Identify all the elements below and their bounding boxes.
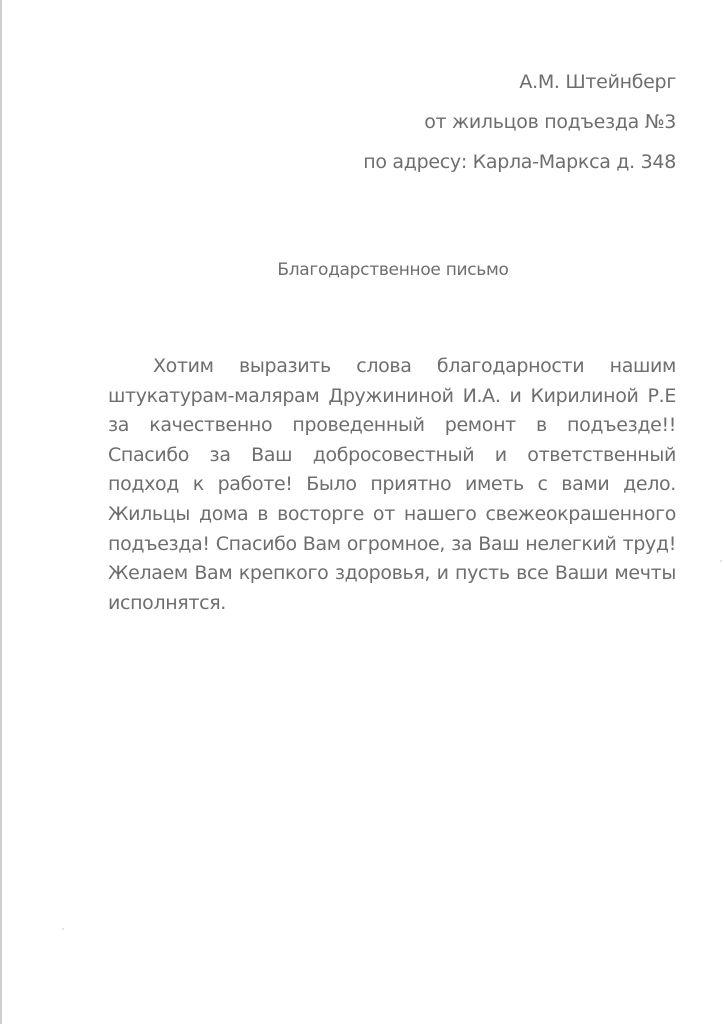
address-line: по адресу: Карла-Маркса д. 348 (363, 151, 676, 173)
letter-title: Благодарственное письмо (277, 260, 509, 280)
recipient-line: А.М. Штейнберг (519, 71, 676, 93)
letter-body: Хотим выразить слова благодарности нашим штукатурам-малярам Дружининой И.А. и Кирилиной Р.Е за качественно проведенный ремонт в подъезде!! Спасибо за Ваш добросовестный и ответственный подход к работе! Было приятно иметь с вами дело. Жильцы дома в восторге от нашего свежеокрашенного подъезда! Спасибо Вам огромное, за Ваш нелегкий труд! Желаем Вам крепкого здоровья, и пусть все Ваши мечты исполнятся. (108, 355, 676, 614)
sender-line: от жильцов подъезда №3 (424, 111, 676, 133)
scan-speck (720, 560, 722, 562)
scan-speck (62, 928, 64, 930)
letter-header (363, 62, 676, 182)
scan-edge (0, 0, 2, 1024)
